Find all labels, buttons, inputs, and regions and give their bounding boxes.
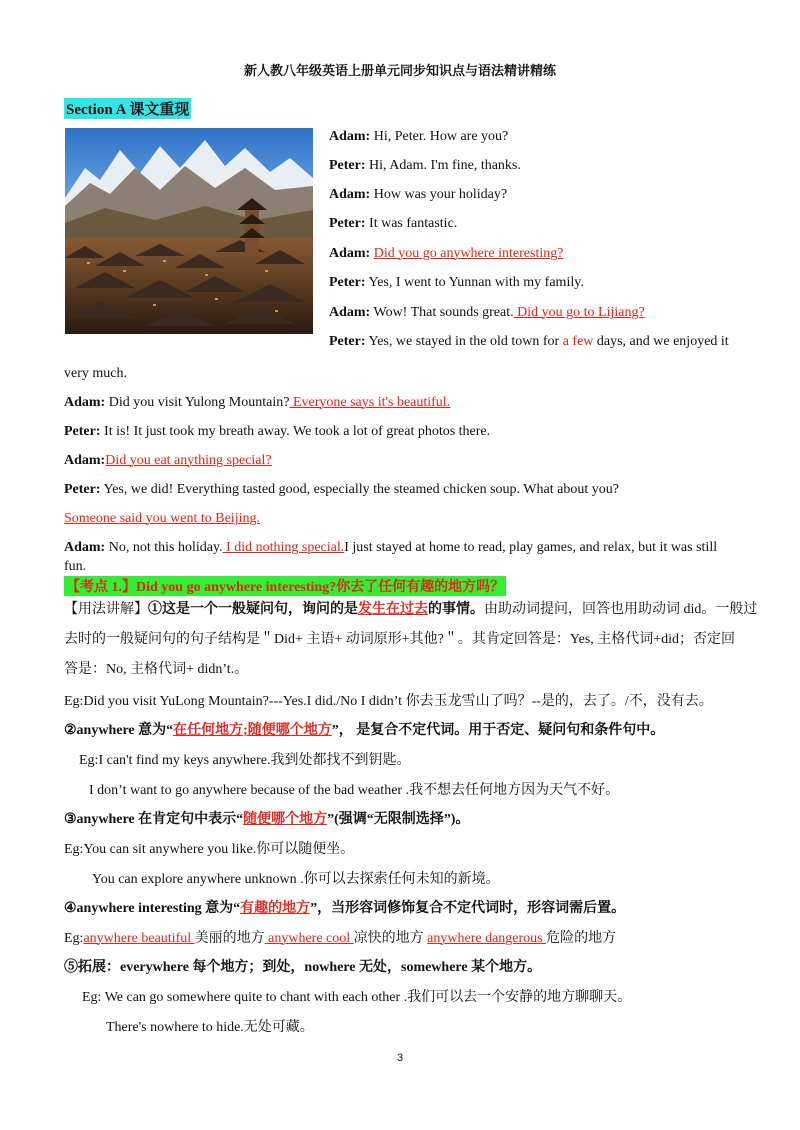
dialog-line-5: [329, 246, 563, 262]
dialog-line-4: [329, 216, 457, 232]
note-text: ”，当形容词修饰复合不定代词时，形容词需后置。: [310, 901, 626, 916]
example-1: Eg:Did you visit YuLong Mountain?---Yes.I did./No I didn’t 你去玉龙雪山了吗？--是的，去了。/不，没有去。: [64, 694, 713, 709]
usage-note-1-cont2: 答是：No, 主格代词+ didn’t.。: [64, 662, 249, 677]
note-text: ②anywhere 意为“: [64, 723, 174, 738]
dialog-text: Yes, we stayed in the old town for: [365, 334, 563, 349]
dialog-line-1: [329, 129, 508, 145]
highlighted-sentence: I did nothing special.: [222, 540, 345, 555]
highlighted-sentence: Did you go anywhere interesting?: [373, 246, 564, 261]
key-phrase: anywhere dangerous: [427, 931, 547, 946]
speaker-label: Peter:: [64, 424, 101, 439]
page-number: 3: [396, 1052, 404, 1064]
dialog-text: Did you visit Yulong Mountain?: [105, 395, 290, 410]
dialog-line-14: [64, 540, 717, 556]
dialog-text: Yes, I went to Yunnan with my family.: [365, 275, 584, 290]
dialog-line-12: [64, 482, 619, 498]
example-2a: Eg:I can't find my keys anywhere.我到处都找不到钥匙。: [79, 753, 411, 768]
dialog-text: How was your holiday?: [370, 187, 508, 202]
example-5b: There's nowhere to hide.无处可藏。: [106, 1020, 314, 1035]
speaker-label: Adam:: [329, 246, 374, 261]
speaker-label: Adam:: [329, 129, 371, 144]
note-text: 凉快的地方: [353, 931, 428, 946]
note-text: 美丽的地方: [194, 931, 265, 946]
example-4: [64, 927, 616, 947]
dialog-text: Hi, Peter. How are you?: [370, 129, 509, 144]
speaker-label: Peter:: [64, 482, 101, 497]
example-3a: Eg:You can sit anywhere you like.你可以随便坐。: [64, 842, 355, 857]
dialog-line-9: [64, 395, 450, 411]
dialog-text: Yes, we did! Everything tasted good, especially the steamed chicken soup. What about you?: [100, 482, 619, 497]
lijiang-photo: [65, 128, 313, 334]
dialog-text: It was fantastic.: [365, 216, 458, 231]
usage-note-1: [64, 598, 757, 618]
example-3b: You can explore anywhere unknown .你可以去探索任何未知的新境。: [92, 872, 500, 887]
dialog-text: I just stayed at home to read, play games, and relax, but it was still: [344, 540, 718, 555]
example-2b: I don’t want to go anywhere because of the bad weather .我不想去任何地方因为天气不好。: [89, 783, 620, 798]
note-text: ③anywhere 在肯定句中表示“: [64, 812, 244, 827]
dialog-text: It is! It just took my breath away. We took a lot of great photos there.: [100, 424, 491, 439]
note-text: 危险的地方: [546, 931, 617, 946]
speaker-label: Peter:: [329, 216, 366, 231]
speaker-label: Adam:: [329, 305, 371, 320]
speaker-label: Peter:: [329, 158, 366, 173]
dialog-line-8: [329, 334, 729, 350]
highlighted-phrase: a few: [562, 334, 594, 349]
dialog-line-10: [64, 424, 490, 440]
usage-note-5: ⑤拓展：everywhere 每个地方；到处，nowhere 无处，somewhere 某个地方。: [64, 960, 542, 975]
speaker-label: Peter:: [329, 275, 366, 290]
dialog-text: days, and we enjoyed it: [593, 334, 729, 349]
dialog-text: Wow! That sounds great.: [370, 305, 514, 320]
note-text: ④anywhere interesting 意为“: [64, 901, 241, 916]
dialog-text: No, not this holiday.: [105, 540, 223, 555]
note-text: ”， 是复合不定代词。用于否定、疑问句和条件句中。: [331, 723, 665, 738]
speaker-label: Adam:: [64, 540, 106, 555]
usage-label: 【用法讲解】: [64, 602, 148, 617]
usage-note-4: [64, 897, 625, 917]
example-5a: Eg: We can go somewhere quite to chant with each other .我们可以去一个安静的地方聊聊天。: [82, 990, 632, 1005]
speaker-label: Adam:: [64, 453, 106, 468]
key-phrase: anywhere beautiful: [83, 931, 195, 946]
highlighted-sentence: Did you eat anything special?: [105, 453, 272, 468]
dialog-line-13: Someone said you went to Beijing.: [64, 511, 260, 526]
note-text: ①这是一个一般疑问句，询问的是: [148, 602, 358, 617]
page-header: 新人教八年级英语上册单元同步知识点与语法精讲精练: [243, 64, 556, 79]
dialog-line-11: [64, 453, 272, 469]
key-phrase: 随便哪个地方: [243, 812, 328, 827]
usage-note-3: [64, 808, 469, 828]
dialog-text: Hi, Adam. I'm fine, thanks.: [365, 158, 521, 173]
highlighted-sentence: Everyone says it's beautiful.: [289, 395, 451, 410]
speaker-label: Adam:: [329, 187, 371, 202]
note-text: 的事情。: [428, 602, 484, 617]
usage-note-2: [64, 719, 664, 739]
note-text: 由助动词提问，回答也用助动词 did。一般过: [484, 602, 758, 617]
speaker-label: Peter:: [329, 334, 366, 349]
dialog-line-8-cont: very much.: [64, 366, 127, 381]
dialog-line-3: [329, 187, 507, 203]
section-title: Section A 课文重现: [64, 98, 191, 119]
key-phrase: 发生在过去: [358, 602, 428, 617]
example-label: Eg:: [64, 931, 84, 946]
dialog-line-6: [329, 275, 584, 291]
note-text: ”(强调“无限制选择”)。: [327, 812, 470, 827]
dialog-line-14-cont: fun.: [64, 559, 87, 574]
key-phrase: anywhere cool: [264, 931, 354, 946]
key-phrase: 在任何地方;随便哪个地方: [173, 723, 332, 738]
speaker-label: Adam:: [64, 395, 106, 410]
kaodian-heading: 【考点 1.】Did you go anywhere interesting?你去了任何有趣的地方吗？: [64, 576, 506, 596]
usage-note-1-cont: 去时的一般疑问句的句子结构是＂Did+ 主语+ 动词原形+其他?＂。其肯定回答是：Yes, 主格代词+did；否定回: [64, 632, 736, 647]
dialog-line-2: [329, 158, 521, 174]
highlighted-sentence: Did you go to Lijiang?: [513, 305, 645, 320]
key-phrase: 有趣的地方: [240, 901, 311, 916]
dialog-line-7: [329, 305, 645, 321]
